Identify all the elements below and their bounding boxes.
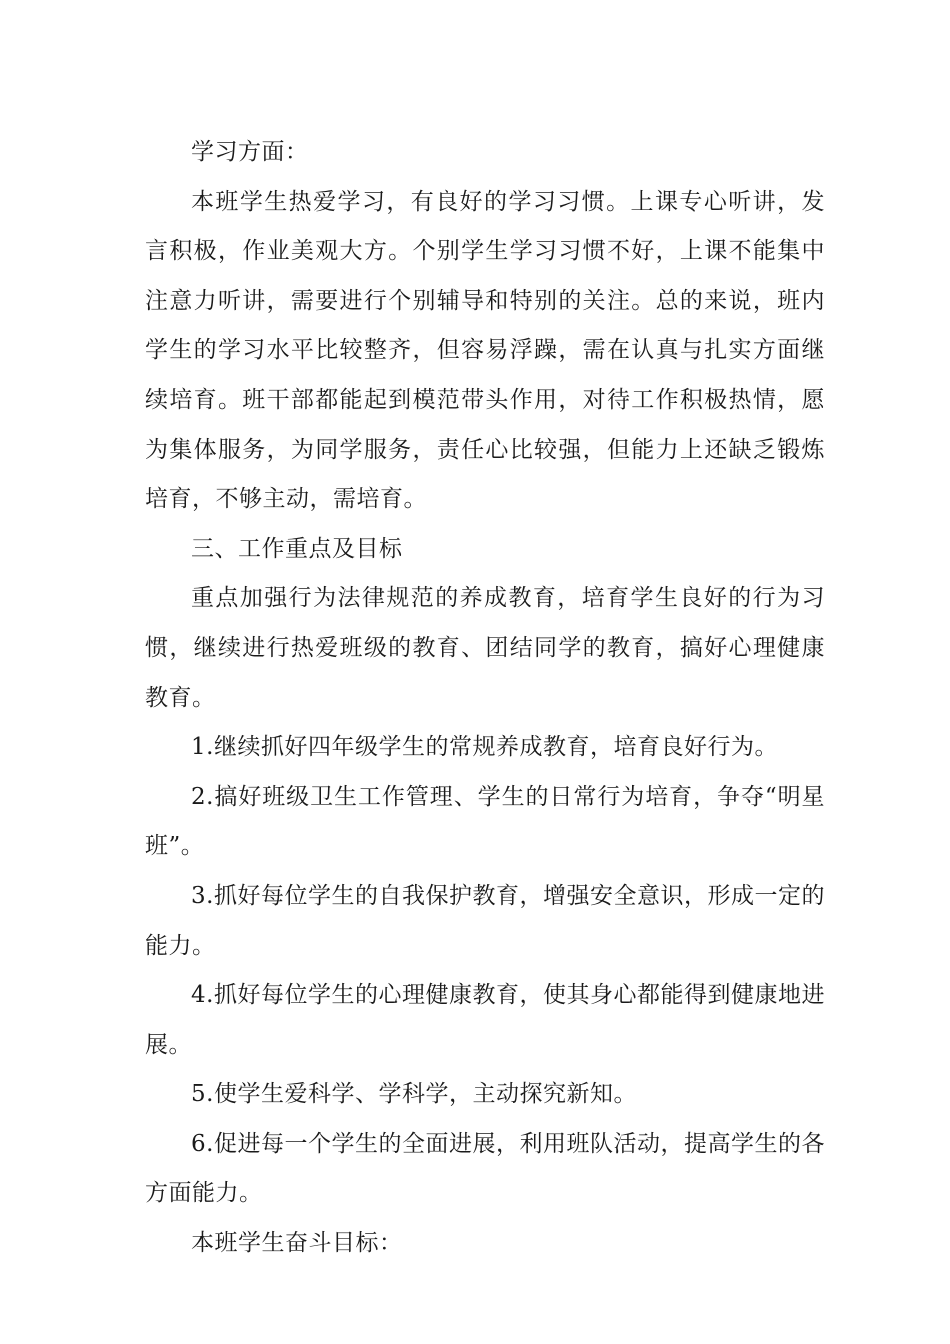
section-heading-goals: 三、工作重点及目标 xyxy=(191,535,403,562)
list-item-3: 3.抓好每位学生的自我保护教育，增强安全意识，形成一定的能力。 xyxy=(145,882,825,959)
section-heading-student-goals: 本班学生奋斗目标： xyxy=(191,1230,403,1257)
section-heading-study: 学习方面： xyxy=(191,139,309,165)
list-item-5: 5.使学生爱科学、学科学，主动探究新知。 xyxy=(191,1081,637,1108)
list-item-4: 4.抓好每位学生的心理健康教育，使其身心都能得到健康地进展。 xyxy=(145,982,825,1058)
list-item-6: 6.促进每一个学生的全面进展，利用班队活动，提高学生的各方面能力。 xyxy=(145,1130,825,1207)
paragraph-study-description: 本班学生热爱学习，有良好的学习习惯。上课专心听讲，发言积极，作业美观大方。个别学生学习习惯不好，上课不能集中注意力听讲，需要进行个别辅导和特别的关注。总的来说，班内学生的学习水平比较整齐，但容易浮躁，需在认真与扎实方面继续培育。班干部都能起到模范带头作用，对待工作积极热情，愿为集体服务，为同学服务，责任心比较强，但能力上还缺乏锻炼培育，不够主动，需培育。 xyxy=(145,188,825,513)
list-item-1: 1.继续抓好四年级学生的常规养成教育，培育良好行为。 xyxy=(191,734,778,761)
paragraph-focus: 重点加强行为法律规范的养成教育，培育学生良好的行为习惯，继续进行热爱班级的教育、团结同学的教育，搞好心理健康教育。 xyxy=(145,585,825,711)
list-item-2: 2.搞好班级卫生工作管理、学生的日常行为培育，争夺“明星班”。 xyxy=(145,783,825,860)
document-body xyxy=(145,128,825,1269)
